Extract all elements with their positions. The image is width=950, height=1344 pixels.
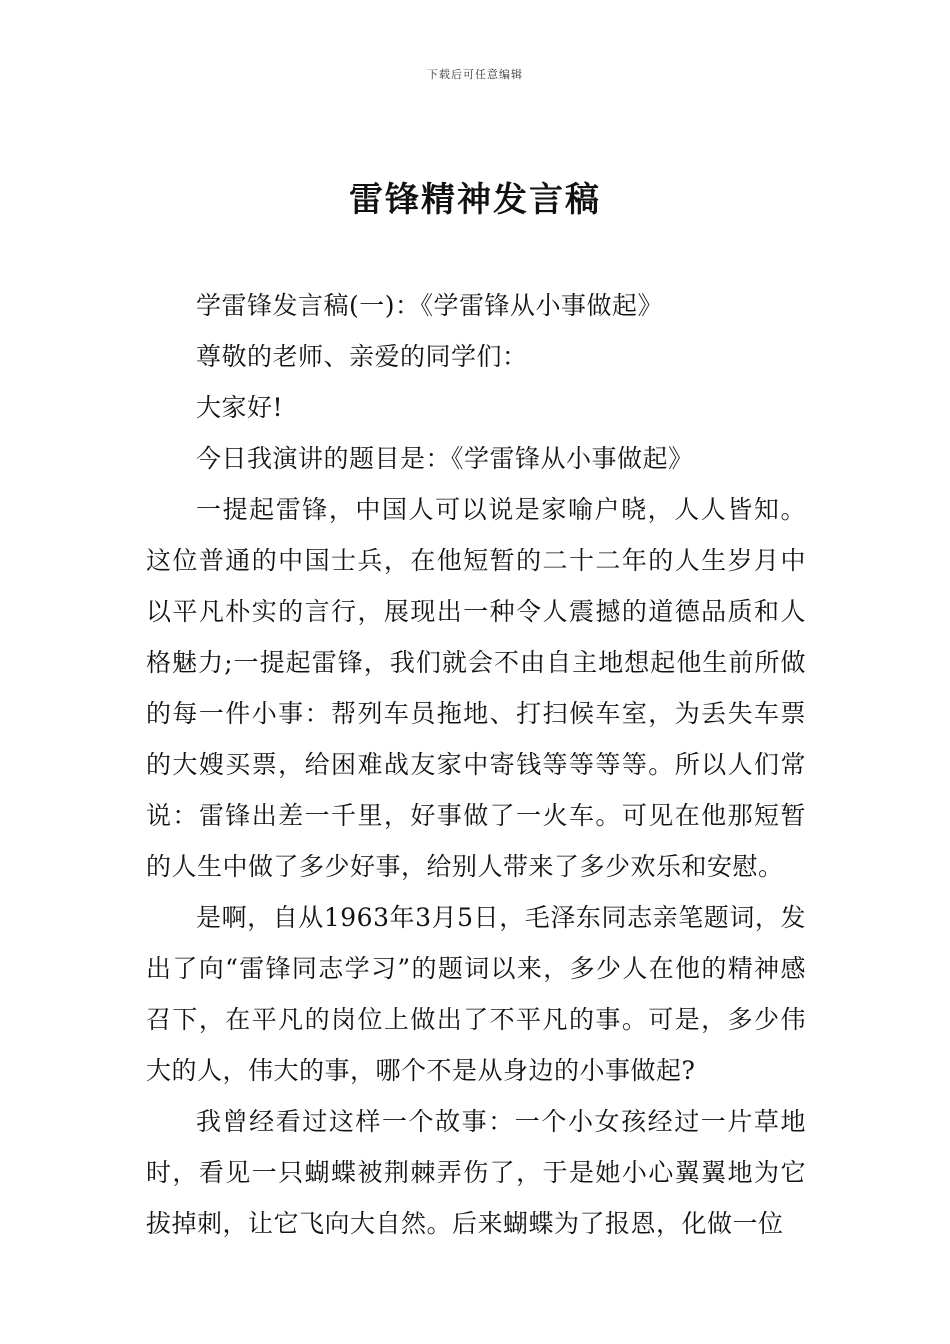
header-note: 下载后可任意编辑 — [427, 68, 523, 81]
document-body — [146, 280, 806, 1249]
paragraph-subtitle: 学雷锋发言稿(一)：《学雷锋从小事做起》 — [196, 291, 664, 320]
document-title: 雷锋精神发言稿 — [349, 180, 601, 220]
paragraph-body-3: 我曾经看过这样一个故事：一个小女孩经过一片草地时，看见一只蝴蝶被荆棘弄伤了，于是她小心翼翼地为它拔掉刺，让它飞向大自然。后来蝴蝶为了报恩，化做一位 — [146, 1107, 806, 1238]
paragraph-topic: 今日我演讲的题目是：《学雷锋从小事做起》 — [196, 444, 694, 473]
paragraph-greeting: 大家好! — [196, 393, 284, 422]
paragraph-salutation: 尊敬的老师、亲爱的同学们： — [196, 342, 528, 371]
paragraph-body-1: 一提起雷锋，中国人可以说是家喻户晓，人人皆知。这位普通的中国士兵，在他短暂的二十二年的人生岁月中以平凡朴实的言行，展现出一种令人震撼的道德品质和人格魅力;一提起雷锋，我们就会不由自主地想起他生前所做的每一件小事：帮列车员拖地、打扫候车室，为丢失车票的大嫂买票，给困难战友家中寄钱等等等等。所以人们常说：雷锋出差一千里，好事做了一火车。可见在他那短暂的人生中做了多少好事，给别人带来了多少欢乐和安慰。 — [146, 495, 806, 881]
paragraph-body-2: 是啊，自从1963年3月5日，毛泽东同志亲笔题词，发出了向“雷锋同志学习”的题词以来，多少人在他的精神感召下，在平凡的岗位上做出了不平凡的事。可是，多少伟大的人，伟大的事，哪个不是从身边的小事做起? — [146, 903, 806, 1085]
